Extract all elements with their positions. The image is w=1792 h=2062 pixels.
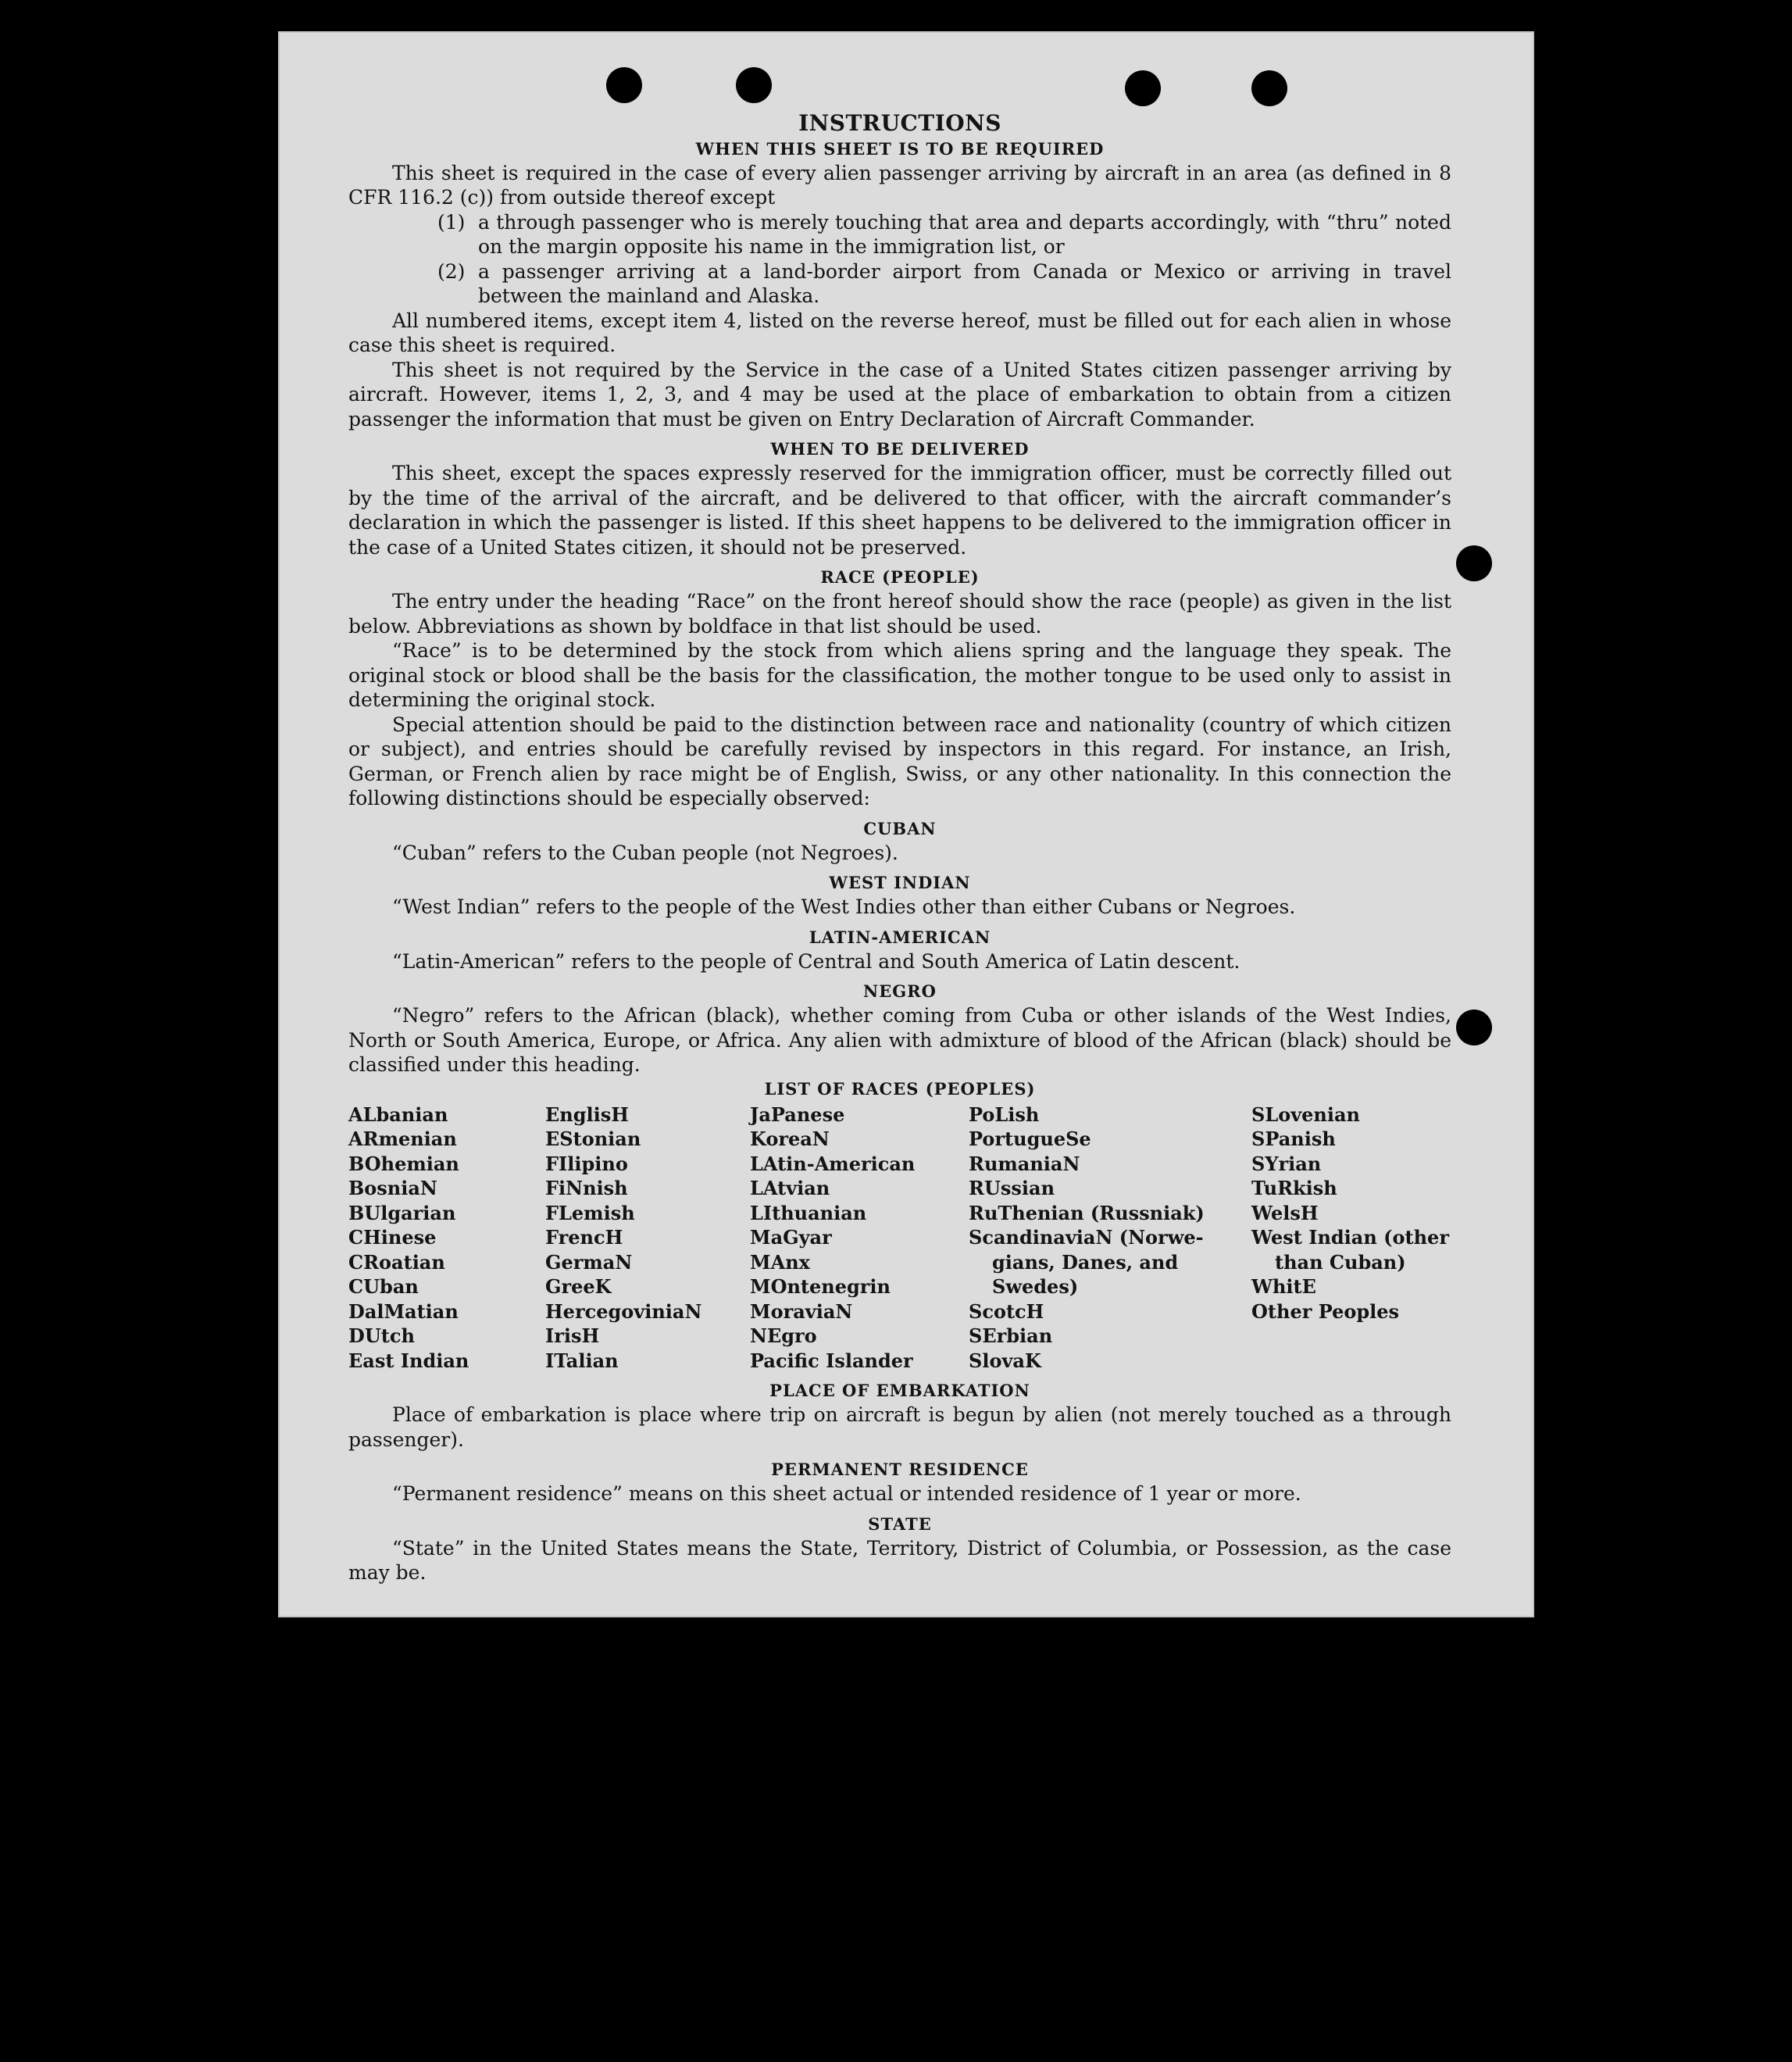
race-entry: KoreaN (750, 1127, 830, 1150)
section-heading: LIST OF RACES (PEOPLES) (764, 1078, 1036, 1099)
race-entry: GermaN (545, 1250, 633, 1274)
race-entry: EnglisH (545, 1102, 629, 1126)
race-entry: ScotcH (969, 1299, 1044, 1323)
race-column (969, 1102, 1251, 1374)
race-entry-continued: gians, Danes, and (992, 1250, 1179, 1274)
section-heading: PERMANENT RESIDENCE (771, 1460, 1029, 1479)
race-entry: CHinese (348, 1226, 437, 1249)
race-list (348, 1102, 1451, 1374)
race-entry: CUban (348, 1275, 419, 1298)
punch-hole (1456, 545, 1492, 581)
race-entry: PoLish (969, 1102, 1040, 1126)
race-entry: LAtin-American (750, 1152, 916, 1175)
race-entry: IrisH (545, 1324, 600, 1347)
section-heading: NEGRO (863, 981, 937, 1001)
race-entry: LAtvian (750, 1177, 830, 1199)
race-entry: FIlipino (545, 1152, 628, 1175)
race-entry: SPanish (1251, 1127, 1336, 1150)
section-heading: LATIN-AMERICAN (809, 927, 991, 947)
section-heading: WHEN TO BE DELIVERED (770, 439, 1030, 459)
race-entry: TuRkish (1251, 1177, 1337, 1199)
race-entry: SLovenian (1251, 1102, 1360, 1126)
paragraph: “Cuban” refers to the Cuban people (not Negroes). (392, 841, 898, 864)
paragraph: This sheet is not required by the Service in the case of a United States citizen passenger arriving by aircraft. However, items 1, 2, 3, and 4 may be used at the place of embarkation to obtain from a citizen passenger the information that must be given on Entry Declaration of Aircraft Commander. (348, 358, 1451, 431)
item-text: a through passenger who is merely touching that area and departs accordingly, with “thru” noted on the margin opposite his name in the immigration list, or (478, 210, 1451, 258)
document-page (278, 31, 1534, 1617)
race-entry: FiNnish (545, 1177, 628, 1199)
race-entry: NEgro (750, 1324, 817, 1347)
paragraph: The entry under the heading “Race” on the front hereof should show the race (people) as given in the list below. Abbreviations as shown by boldface in that list should be used. (348, 590, 1451, 638)
punch-hole (1251, 70, 1287, 106)
race-entry: ARmenian (348, 1127, 457, 1150)
race-entry-continued: than Cuban) (1275, 1250, 1406, 1274)
paragraph: All numbered items, except item 4, listed on the reverse hereof, must be filled out for each alien in whose case this sheet is required. (348, 309, 1451, 356)
race-entry: FrencH (545, 1226, 623, 1249)
race-entry: Pacific Islander (750, 1349, 913, 1372)
race-column (545, 1102, 750, 1374)
paragraph: “Latin-American” refers to the people of Central and South America of Latin descent. (392, 949, 1240, 973)
race-entry: Other Peoples (1251, 1299, 1400, 1323)
race-entry: RUssian (969, 1177, 1055, 1199)
paragraph: This sheet, except the spaces expressly reserved for the immigration officer, must be correctly filled out by the time of the arrival of the aircraft, and be delivered to that officer, with the aircraft commander’s declaration in which the passenger is listed. If this sheet happens to be delivered to the immigration officer in the case of a United States citizen, it should not be preserved. (348, 462, 1451, 559)
section-heading: PLACE OF EMBARKATION (769, 1381, 1030, 1400)
paragraph: Place of embarkation is place where trip on aircraft is begun by alien (not merely touched as a through passenger). (348, 1403, 1451, 1451)
race-entry: PortugueSe (969, 1127, 1091, 1150)
race-entry: East Indian (348, 1349, 469, 1372)
race-entry: SlovaK (969, 1349, 1041, 1372)
race-entry: ScandinaviaN (Norwe- (969, 1226, 1204, 1249)
race-entry: LIthuanian (750, 1201, 867, 1224)
race-entry: GreeK (545, 1275, 612, 1298)
race-entry: WhitE (1251, 1275, 1316, 1298)
paragraph: “West Indian” refers to the people of the West Indies other than either Cubans or Negroes. (392, 895, 1296, 918)
item-number: (1) (437, 210, 466, 234)
punch-hole (736, 67, 772, 103)
race-entry: HercegoviniaN (545, 1299, 702, 1323)
race-entry: MAnx (750, 1250, 810, 1274)
paragraph: This sheet is required in the case of every alien passenger arriving by aircraft in an area (as defined in 8 CFR 116.2 (c)) from outside thereof except (348, 161, 1451, 209)
numbered-item (437, 259, 1451, 309)
race-entry: CRoatian (348, 1250, 445, 1274)
punch-hole (606, 67, 642, 103)
race-entry: MOntenegrin (750, 1275, 891, 1298)
paragraph: “State” in the United States means the State, Territory, District of Columbia, or Possession, as the case may be. (348, 1536, 1451, 1584)
race-column (1251, 1102, 1451, 1374)
race-entry: ALbanian (348, 1102, 448, 1126)
section-heading: WEST INDIAN (829, 873, 971, 892)
race-entry: BUlgarian (348, 1201, 456, 1224)
race-entry: MaGyar (750, 1226, 832, 1249)
instructions-text (348, 111, 1451, 1585)
race-column (750, 1102, 969, 1374)
paragraph: “Negro” refers to the African (black), whether coming from Cuba or other islands of the West Indies, North or South America, Europe, or Africa. Any alien with admixture of blood of the African (black) should be classified under this heading. (348, 1004, 1451, 1076)
paragraph: Special attention should be paid to the distinction between race and nationality (country of which citizen or subject), and entries should be carefully revised by inspectors in this regard. For instance, an Irish, German, or French alien by race might be of English, Swiss, or any other nationality. In this connection the following distinctions should be especially observed: (348, 713, 1451, 809)
punch-hole (1125, 70, 1161, 106)
item-number: (2) (437, 259, 466, 283)
race-column (348, 1102, 545, 1374)
paragraph: “Race” is to be determined by the stock from which aliens spring and the language they speak. The original stock or blood shall be the basis for the classification, the mother tongue to be used only to assist in determining the original stock. (348, 639, 1451, 711)
race-entry: FLemish (545, 1201, 635, 1224)
section-heading: RACE (PEOPLE) (820, 567, 980, 587)
race-entry: DUtch (348, 1324, 415, 1347)
section-heading: WHEN THIS SHEET IS TO BE REQUIRED (695, 138, 1105, 159)
page-title: INSTRUCTIONS (798, 110, 1001, 136)
race-entry: BosniaN (348, 1177, 437, 1199)
punch-hole (1456, 1010, 1492, 1045)
race-entry: EStonian (545, 1127, 641, 1150)
race-entry: DalMatian (348, 1299, 459, 1323)
race-entry: JaPanese (750, 1102, 845, 1126)
race-entry: WelsH (1251, 1201, 1319, 1224)
race-entry: SErbian (969, 1324, 1053, 1347)
section-heading: STATE (868, 1513, 932, 1534)
race-entry: MoraviaN (750, 1299, 853, 1323)
race-entry: West Indian (other (1251, 1226, 1449, 1249)
race-entry-continued: Swedes) (992, 1275, 1079, 1298)
race-entry: RuThenian (Russniak) (969, 1201, 1205, 1224)
race-entry: ITalian (545, 1349, 619, 1372)
race-entry: SYrian (1251, 1152, 1322, 1175)
paragraph: “Permanent residence” means on this sheet actual or intended residence of 1 year or more. (392, 1482, 1301, 1505)
race-entry: RumaniaN (969, 1152, 1080, 1175)
section-heading: CUBAN (863, 818, 937, 838)
item-text: a passenger arriving at a land-border airport from Canada or Mexico or arriving in travel between the mainland and Alaska. (478, 259, 1451, 307)
race-entry: BOhemian (348, 1152, 459, 1175)
numbered-item (437, 210, 1451, 259)
